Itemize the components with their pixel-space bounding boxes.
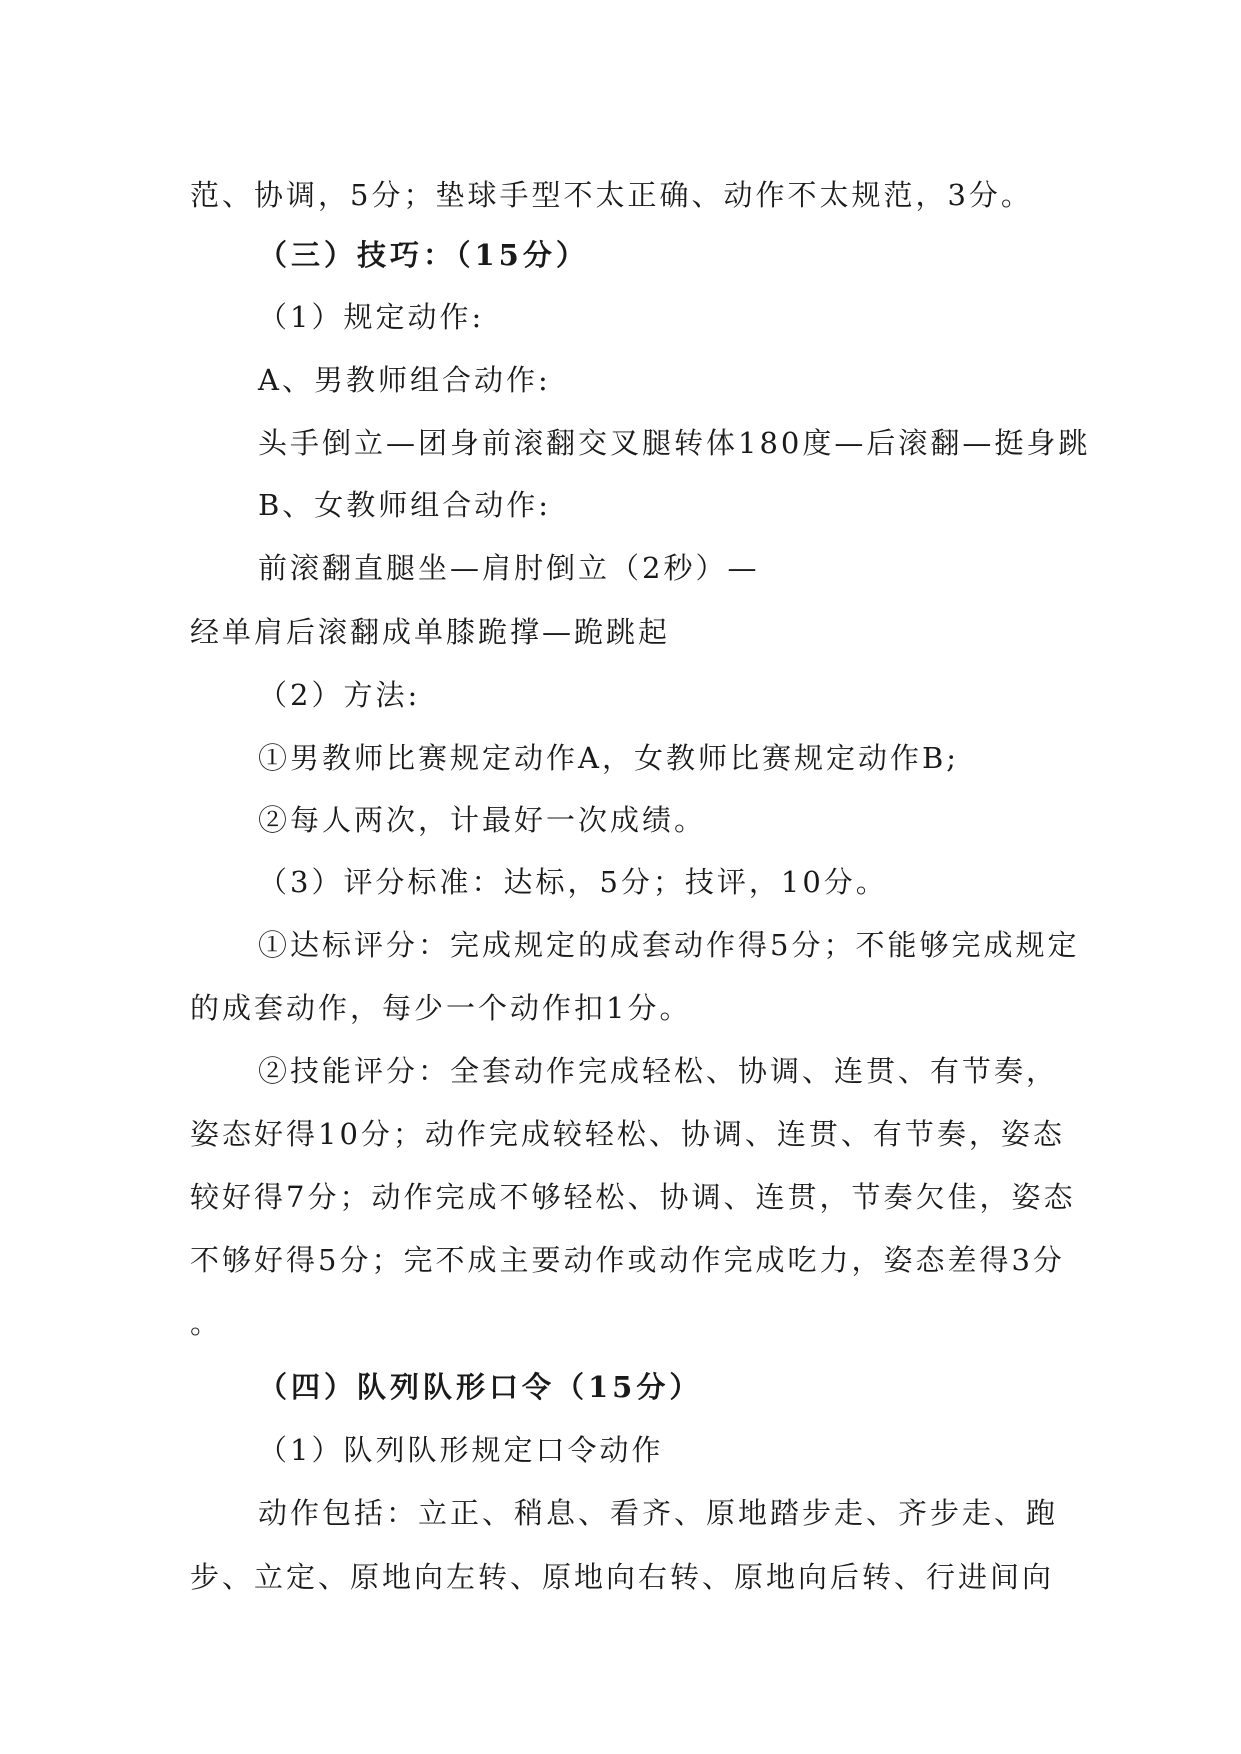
- section-heading-drill: （四）队列队形口令（15分）: [258, 1370, 703, 1404]
- paragraph-line: ②每人两次，计最好一次成绩。: [258, 803, 707, 837]
- paragraph-line: 头手倒立—团身前滚翻交叉腿转体180度—后滚翻—挺身跳: [258, 426, 1091, 460]
- paragraph-line: ①男教师比赛规定动作A，女教师比赛规定动作B;: [258, 741, 960, 775]
- paragraph-line: A、男教师组合动作:: [258, 363, 551, 397]
- paragraph-line: B、女教师组合动作:: [258, 488, 552, 522]
- paragraph-line: 不够好得5分；完不成主要动作或动作完成吃力，姿态差得3分: [190, 1243, 1065, 1277]
- paragraph-line: （2）方法:: [258, 678, 421, 712]
- paragraph-line: 经单肩后滚翻成单膝跪撑—跪跳起: [190, 615, 671, 649]
- paragraph-line: ②技能评分：全套动作完成轻松、协调、连贯、有节奏，: [258, 1054, 1059, 1088]
- paragraph-line: （1）队列队形规定口令动作: [258, 1433, 664, 1467]
- paragraph-line: （1）规定动作:: [258, 300, 485, 334]
- section-heading-skills: （三）技巧：（15分）: [258, 238, 589, 272]
- paragraph-line: 。: [190, 1306, 223, 1340]
- paragraph-line: 前滚翻直腿坐—肩肘倒立（2秒）—: [258, 551, 760, 585]
- paragraph-line: 姿态好得10分；动作完成较轻松、协调、连贯、有节奏，姿态: [190, 1117, 1065, 1151]
- paragraph-line: （3）评分标准：达标，5分；技评，10分。: [258, 865, 888, 899]
- paragraph-line: 的成套动作，每少一个动作扣1分。: [190, 991, 692, 1025]
- paragraph-line: ①达标评分：完成规定的成套动作得5分；不能够完成规定: [258, 928, 1080, 962]
- paragraph-line: 较好得7分；动作完成不够轻松、协调、连贯，节奏欠佳，姿态: [190, 1180, 1076, 1214]
- paragraph-line: 动作包括：立正、稍息、看齐、原地踏步走、齐步走、跑: [258, 1496, 1059, 1530]
- paragraph-line: 范、协调，5分；垫球手型不太正确、动作不太规范，3分。: [190, 178, 1033, 212]
- paragraph-line: 步、立定、原地向左转、原地向右转、原地向后转、行进间向: [190, 1560, 1055, 1594]
